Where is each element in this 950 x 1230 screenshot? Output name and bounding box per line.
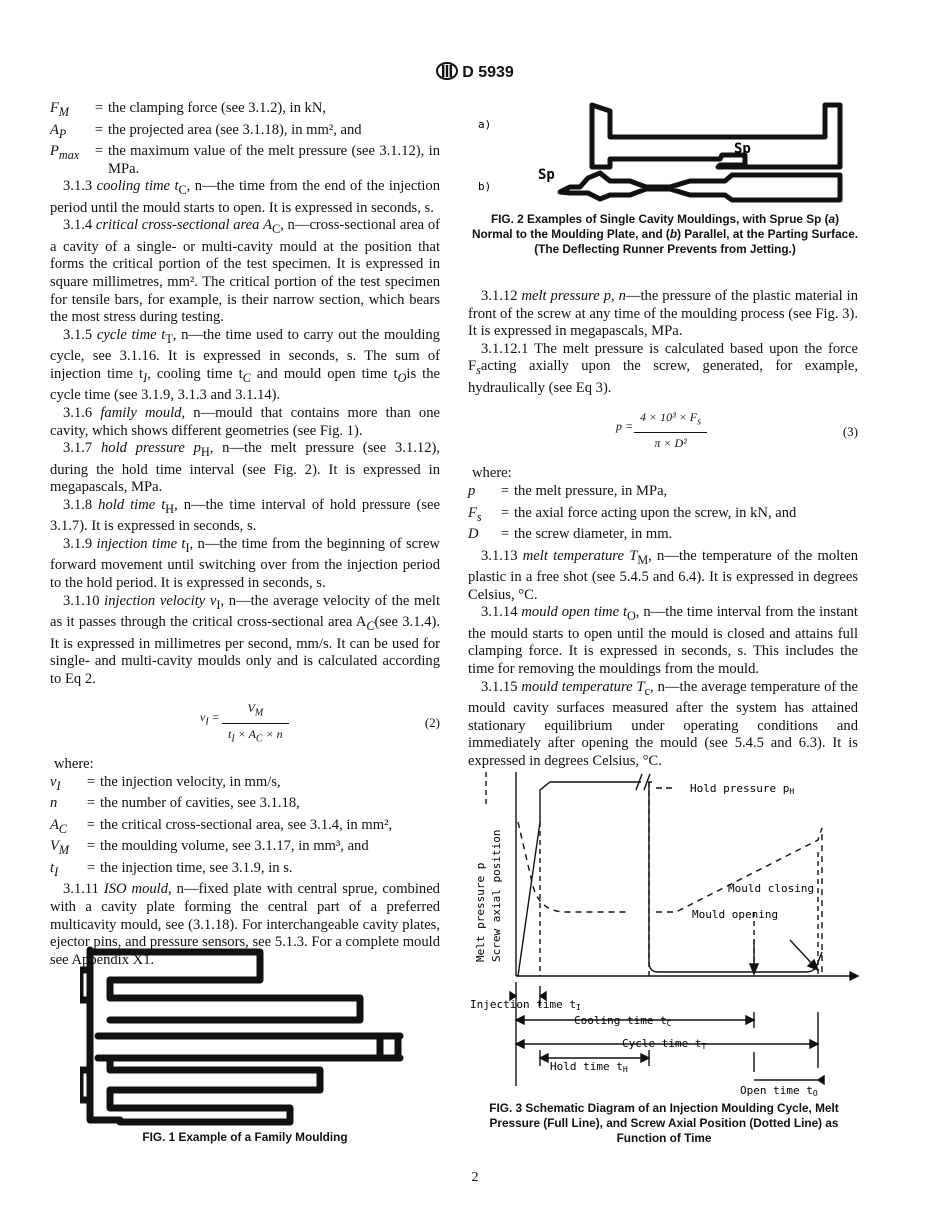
figure-3-moulding-cycle-diagram bbox=[466, 762, 864, 1098]
fig3-hold-pressure-label: Hold pressure pH bbox=[690, 782, 795, 796]
figure-2-single-cavity-mouldings bbox=[470, 95, 860, 205]
fig3-mould-opening-label: Mould opening bbox=[692, 908, 779, 921]
paragraph-3-1-14: 3.1.14 mould open time $t_O$, n—the time interval from the instant the mould starts to open until the mould is closed and attains full clamping force. It is expressed in seconds, s. This includes the time for removing the mouldings from the mould. bbox=[468, 604, 858, 677]
fig2-label-b: b) bbox=[478, 180, 492, 193]
definition-item: p = the melt pressure, in MPa, bbox=[468, 483, 668, 500]
where-label-eq3: where: bbox=[472, 465, 512, 482]
paragraph-3-1-15: 3.1.15 mould temperature $T_c$, n—the average temperature of the mould cavity surfaces measured after the system has attained stationary equilibrium under operating conditions and immediately after opening the mould (see 5.4.5 and 6.3). It is expressed in degrees Celsius, °C. bbox=[468, 678, 858, 769]
fig2-sprue-label-a: Sp bbox=[734, 141, 751, 157]
fig3-mould-closing-label: Mould closing bbox=[728, 882, 815, 895]
definitions-top bbox=[50, 100, 440, 178]
paragraph-3-1-10: 3.1.10 injection velocity $v_I$, n—the average velocity of the melt as it passes through the critical cross-sectional area $A_C(see$ 3.1.4). It is expressed in millimetres per second, mm/s. It can be used for single- and multi-cavity moulds only and is calculated according to Eq 2. bbox=[50, 592, 440, 687]
definition-item: $v_I$ = the injection velocity, in mm/s, bbox=[50, 773, 281, 793]
figure-3-caption: FIG. 3 Schematic Diagram of an Injection Moulding Cycle, Melt Pressure (Full Line), and Screw Axial Position (Dotted Line) as Function of Time bbox=[489, 1101, 839, 1145]
definition-item: $A_C$ = the critical cross-sectional area, see 3.1.4, in mm², bbox=[50, 816, 393, 836]
paragraph-3-1-5: 3.1.5 cycle time $t_T$, n—the time used to carry out the moulding cycle, see 3.1.16. It is expressed in seconds, s. The sum of injection time $t_I$, cooling time $t_C$ and mould open time $t_Ois$ the cycle time (see 3.1.9, 3.1.3 and 3.1.14). bbox=[50, 326, 440, 404]
definition-item: $P_{max}$ = the maximum value of the melt pressure (see 3.1.12), in MPa. bbox=[50, 143, 440, 177]
paragraph-3-1-8: 3.1.8 hold time $t_H$, n—the time interval of hold pressure (see 3.1.7). It is expressed in seconds, s. bbox=[50, 496, 440, 535]
paragraph-3-1-4: 3.1.4 critical cross-sectional area $A_C$, n—cross-sectional area of a cavity of a single- or multi-cavity mould at the position that forms the critical portion of the test specimen. It is expressed in square millimetres, mm². The critical portion of the test specimen for tensile bars, for example, is their narrow section, which bears the most stress during testing. bbox=[50, 217, 440, 326]
figure-1-family-moulding bbox=[80, 940, 410, 1130]
paragraph-3-1-13: 3.1.13 melt temperature $T_M$, n—the temperature of the molten plastic in a free shot (see 5.4.5 and 6.4). It is expressed in degrees Celsius, °C. bbox=[468, 547, 859, 603]
definitions-eq3 bbox=[468, 483, 858, 548]
fig2-sprue-label-b: Sp bbox=[538, 167, 555, 183]
paragraph-3-1-12-1: 3.1.12.1 The melt pressure is calculated based upon the force $F_sacting$ axially upon the screw, generated, for example, hydraulically (see Eq 3). bbox=[468, 340, 858, 396]
paragraph-3-1-12: 3.1.12 melt pressure p, n—the pressure of the plastic material in front of the screw at any time of the moulding process (see Fig. 3). It is expressed in megapascals, MPa. bbox=[468, 288, 858, 340]
paragraph-3-1-6: 3.1.6 family mould, n—mould that contains more than one cavity, which shows different geometries (see Fig. 1). bbox=[50, 404, 440, 439]
fig3-injection-time-label: Injection time tI bbox=[470, 998, 581, 1012]
paragraph-3-1-7: 3.1.7 hold pressure $p_H$, n—the melt pressure (see 3.1.12), during the hold time interval (see Fig. 2). It is expressed in megapascals, MPa. bbox=[50, 440, 441, 496]
where-label: where: bbox=[54, 756, 94, 773]
fig3-y-label-screw-position: Screw axial position bbox=[490, 829, 503, 962]
paragraph-3-1-3: 3.1.3 cooling time $t_C$, n—the time from the end of the injection period until the mould starts to open. It is expressed in seconds, s. bbox=[50, 178, 440, 216]
left-column bbox=[50, 100, 440, 969]
document-id: D 5939 bbox=[462, 64, 514, 81]
equation-3: p = $\frac{4 \times 10^3 \times F_s}{\text{π × D²}}$ (3) bbox=[468, 409, 858, 455]
figure-1-caption: FIG. 1 Example of a Family Moulding bbox=[142, 1130, 348, 1144]
fig3-hold-time-label: Hold time tH bbox=[550, 1060, 628, 1074]
definition-item: $t_I$ = the injection time, see 3.1.9, in s. bbox=[50, 859, 293, 879]
equation-2: $v_I$ = $\frac{V_M}{t_I \times A_C \times n}$ (2) bbox=[50, 700, 440, 746]
paragraph-3-1-9: 3.1.9 injection time $t_I$, n—the time from the beginning of screw forward movement until switching over from the injection period to the hold period. It is expressed in seconds, s. bbox=[50, 535, 440, 591]
fig3-y-label-melt-pressure: Melt pressure p bbox=[474, 862, 487, 962]
definition-item: $F_M$ = the clamping force (see 3.1.2), in kN, bbox=[50, 100, 327, 119]
fig3-open-time-label: Open time tO bbox=[740, 1084, 818, 1098]
fig3-cycle-time-label: Cycle time tT bbox=[622, 1037, 707, 1051]
astm-logo-icon bbox=[436, 62, 458, 80]
fig3-cooling-time-label: Cooling time tC bbox=[574, 1014, 672, 1028]
right-column bbox=[468, 288, 858, 770]
fig2-label-a: a) bbox=[478, 118, 492, 131]
figure-2-caption: FIG. 2 Examples of Single Cavity Mouldings, with Sprue Sp (a) Normal to the Moulding Plate, and (b) Parallel, at the Parting Surface. (The Deflecting Runner Prevents from Jetting.) bbox=[471, 212, 859, 256]
page-number: 2 bbox=[471, 1170, 479, 1185]
definition-item: $F_s$ = the axial force acting upon the screw, in kN, and bbox=[468, 504, 797, 524]
page-header bbox=[0, 62, 950, 82]
definition-item: n = the number of cavities, see 3.1.18, bbox=[50, 795, 300, 812]
definition-item: $V_M$ = the moulding volume, see 3.1.17, in mm³, and bbox=[50, 838, 369, 858]
paragraph-3-1-11: 3.1.11 ISO mould, n—fixed plate with central sprue, combined with a cavity plate forming the central part of a preferred multicavity mould, see (3.1.18). For interchangeable cavity plates, ejector pins, and pressure sensors, see 5.1.3. For a complete mould see Appendix X1. bbox=[50, 881, 440, 968]
definition-item: $A_P$ = the projected area (see 3.1.18), in mm², and bbox=[50, 121, 362, 141]
definition-item: D = the screw diameter, in mm. bbox=[468, 526, 673, 543]
definitions-eq2 bbox=[50, 774, 440, 882]
